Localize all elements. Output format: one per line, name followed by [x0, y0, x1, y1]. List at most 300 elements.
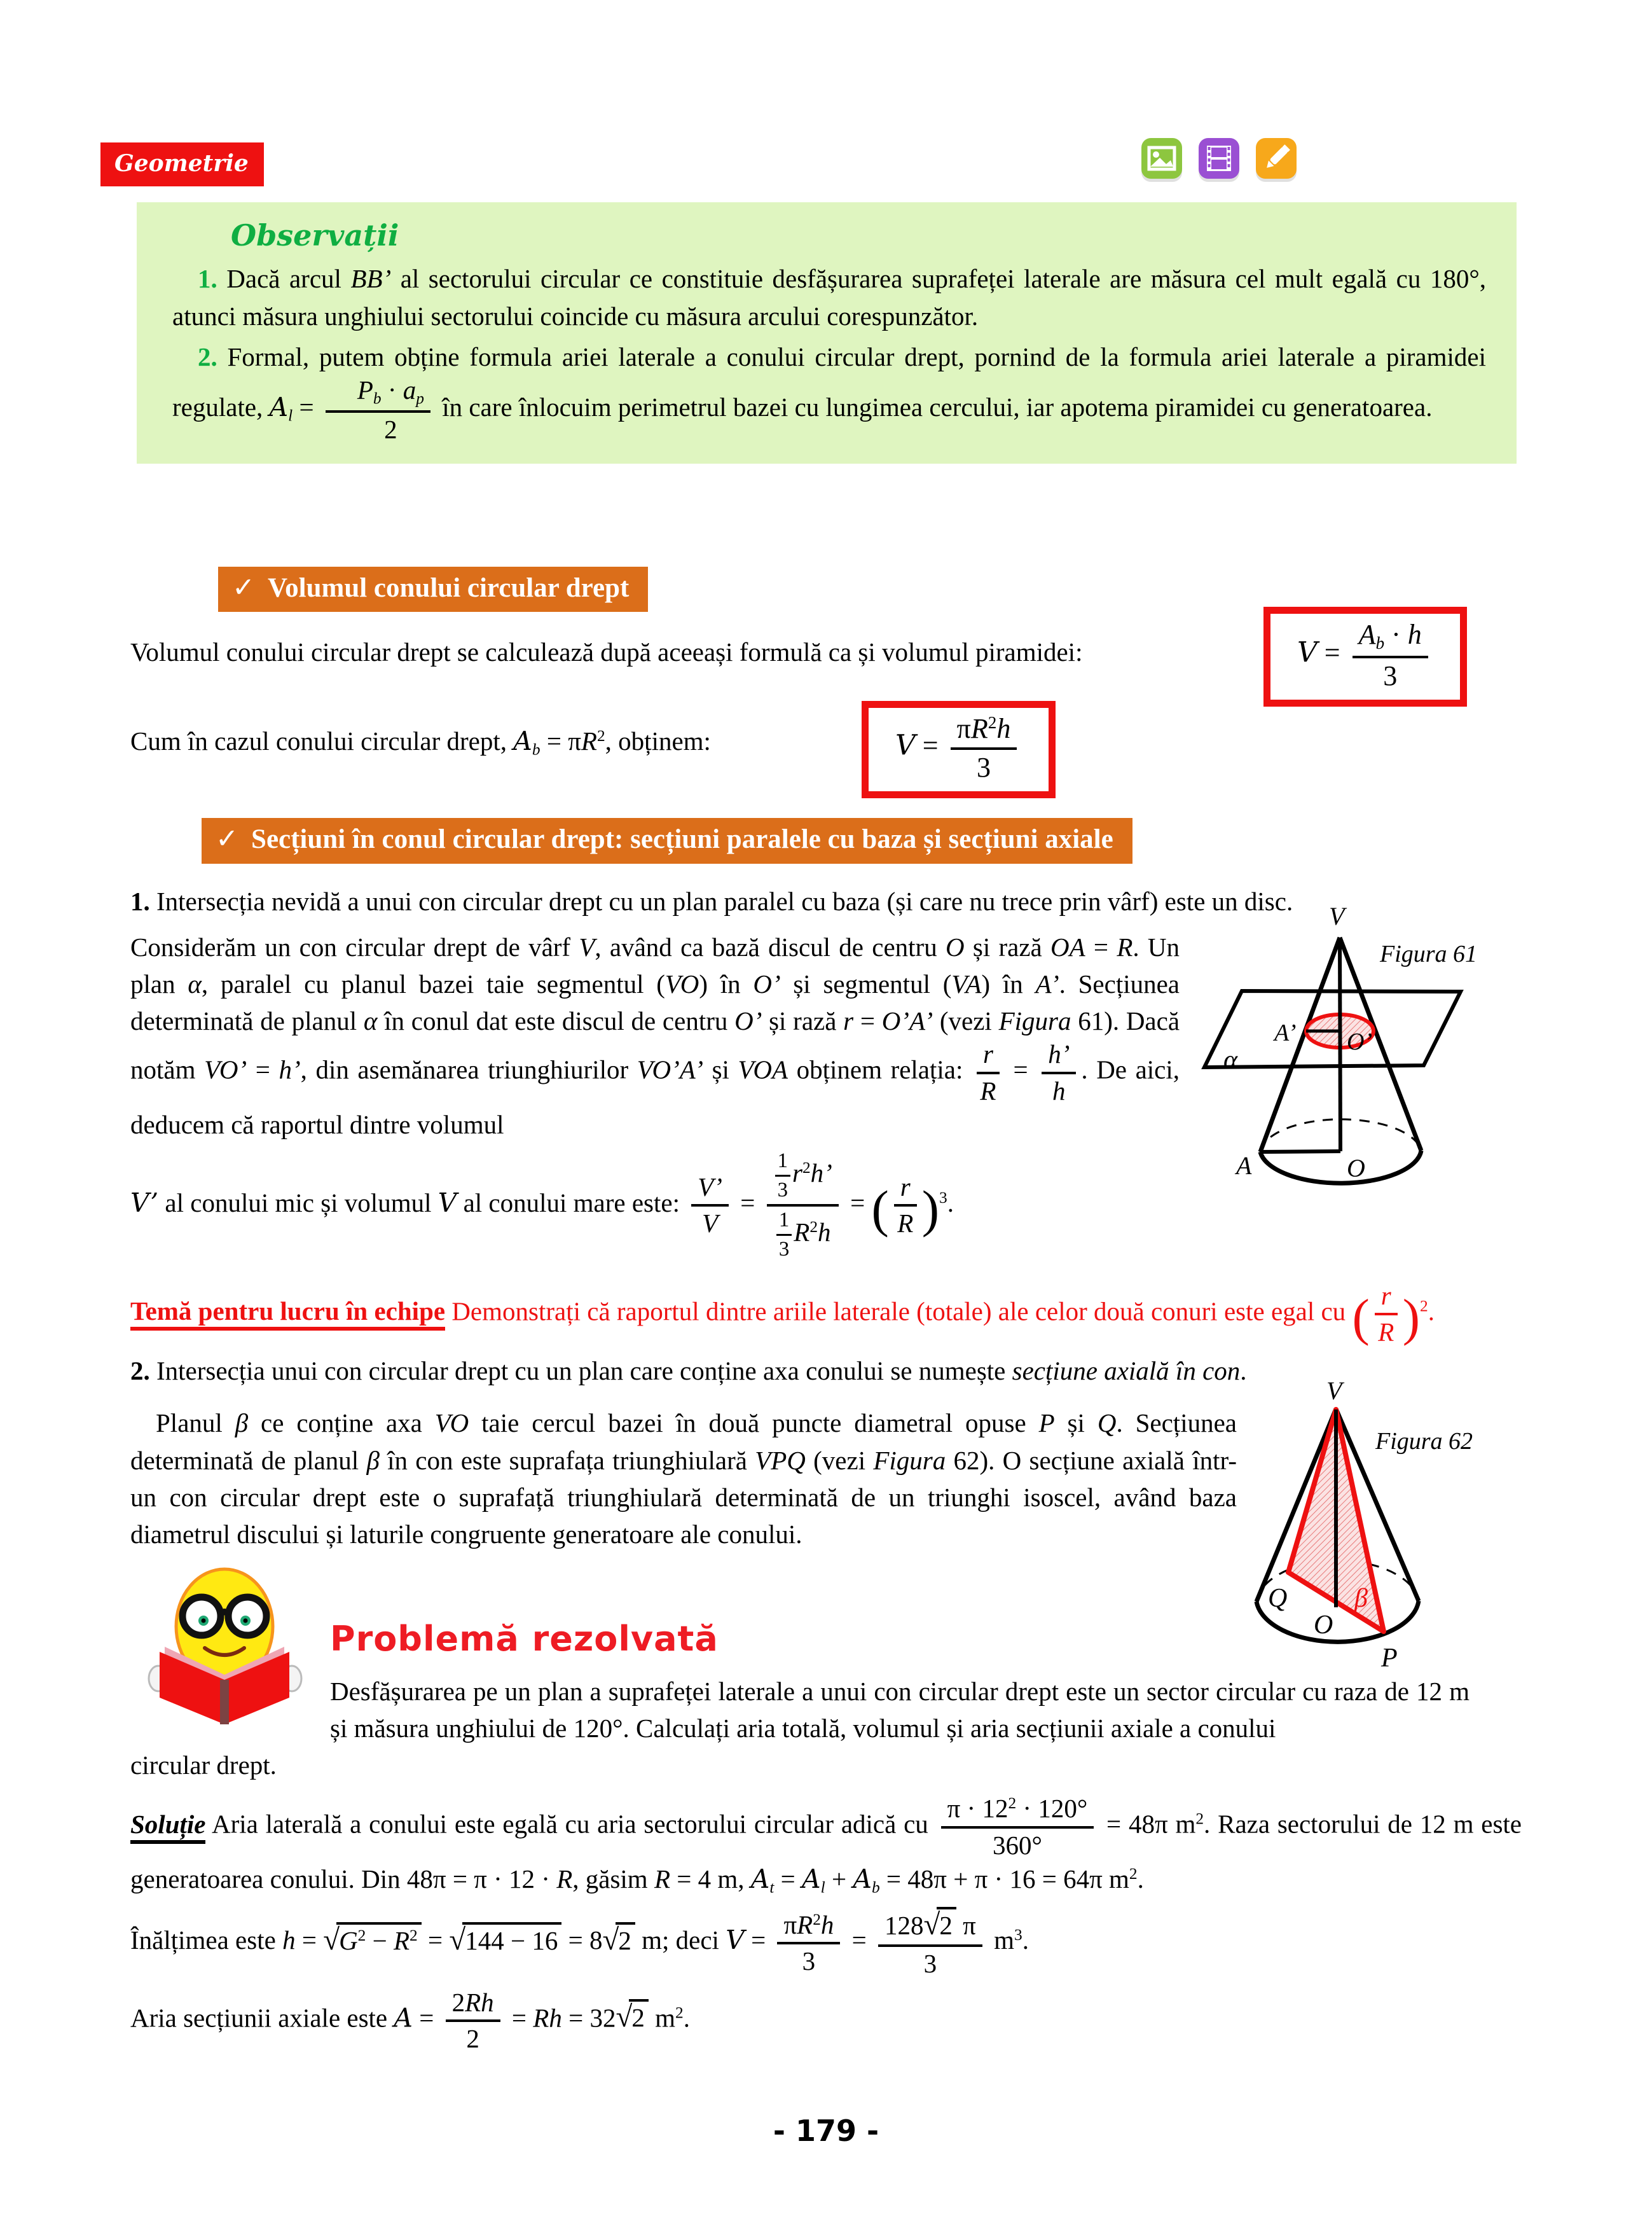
text-run: r — [982, 1039, 993, 1069]
text-run: R — [980, 1076, 996, 1105]
text-run: h — [282, 1925, 296, 1955]
fig62-label-Q: Q — [1268, 1584, 1288, 1613]
text-run: 3 — [1014, 1926, 1022, 1944]
text-run: h — [996, 713, 1011, 745]
text-run — [1353, 619, 1428, 658]
text-run: A — [394, 2002, 413, 2033]
text-run — [767, 1149, 839, 1262]
text-run: , obținem: — [605, 726, 711, 756]
text-run: Rh — [533, 2003, 562, 2033]
text-run: Demonstrați că raportul dintre ariile laterale (totale) ale celor două conuri este egal cu — [445, 1296, 1353, 1326]
text-run: al sectorului circular ce constituie desfășurarea suprafeței laterale are măsura cel mult egală cu 180°, atunci măsura unghiului sectorului coincide cu măsura arcului corespunzător. — [172, 264, 1486, 331]
text-run: circular drept. — [130, 1750, 277, 1780]
text-run: 3 — [939, 1188, 947, 1207]
text-run — [777, 1910, 840, 1976]
text-run: în care înlocuim perimetrul bazei cu lungimea cercului, iar apotema piramidei cu generatoarea. — [435, 392, 1433, 422]
text-run: = 48π + π · 16 = 64π m — [879, 1864, 1129, 1894]
media-toolbar — [1141, 137, 1297, 182]
text-run: R — [797, 1910, 813, 1940]
text-run — [767, 1149, 839, 1207]
text-run: R — [581, 726, 597, 756]
observations-box — [137, 202, 1517, 464]
text-run: VO’ — [204, 1055, 247, 1085]
text-run: OA — [1050, 932, 1085, 962]
text-run: VA — [951, 969, 982, 999]
text-run: h — [818, 1217, 831, 1247]
text-run: R — [1378, 1317, 1394, 1347]
text-run — [691, 1207, 729, 1238]
text-run: b — [373, 389, 382, 408]
text-run: taie cercul bazei în două puncte diametral opuse — [469, 1408, 1039, 1438]
text-run — [1375, 1281, 1398, 1315]
text-run: Volumul conului circular drept se calculează după aceeași formulă ca și volumul piramidei: — [130, 637, 1083, 667]
text-run: Soluție — [130, 1810, 205, 1844]
problem-title: Problemă rezolvată — [330, 1619, 719, 1659]
text-run: al conului mic și volumul — [158, 1188, 438, 1217]
text-run: 2 — [357, 1926, 366, 1944]
text-run: π — [956, 713, 971, 745]
text-run: Înălțimea este — [130, 1925, 283, 1955]
text-run: în con este suprafața triunghiulară — [379, 1445, 755, 1475]
text-run: , găsim — [572, 1864, 654, 1894]
section-header-sections — [202, 818, 1132, 863]
text-run: și segmentul ( — [780, 969, 952, 999]
text-run: = — [845, 1925, 874, 1955]
text-run: ) în — [699, 969, 754, 999]
text-run: 2 — [466, 2023, 479, 2053]
text-run: . Secțiunea determinată de planul — [130, 1408, 1237, 1475]
text-run: O’ — [753, 969, 781, 999]
fig61-label-A-prime: A’ — [1274, 1020, 1297, 1046]
image-icon[interactable] — [1141, 137, 1183, 182]
text-run: 2 — [809, 1218, 818, 1236]
text-run: b — [1375, 634, 1385, 653]
text-run — [941, 1794, 1094, 1860]
text-run: R — [394, 1925, 410, 1955]
fig62-label-P: P — [1381, 1644, 1398, 1673]
check-icon: ✓ — [232, 572, 256, 604]
text-run: Rh — [465, 1987, 494, 2017]
text-run — [446, 1988, 500, 2054]
text-run: V — [579, 932, 595, 962]
text-run: α — [363, 1006, 378, 1036]
observations-title: Observații — [231, 218, 399, 253]
text-run: ) în — [981, 969, 1036, 999]
text-run: l — [820, 1878, 825, 1897]
text-run: Aria secțiunii axiale este — [130, 2003, 394, 2033]
text-run: V — [437, 1187, 457, 1218]
text-run: 1 — [778, 1208, 790, 1232]
text-run: . — [1022, 1925, 1029, 1955]
text-run: = 4 m, — [670, 1864, 751, 1894]
text-run: R — [556, 1864, 573, 1894]
text-run: 1. — [130, 886, 150, 916]
text-run: = 48π m — [1099, 1810, 1196, 1839]
text-run: 2 — [988, 713, 997, 733]
pencil-icon[interactable] — [1255, 137, 1297, 182]
text-run: BB’ — [350, 264, 392, 294]
text-run — [446, 1988, 500, 2022]
text-run: Considerăm un con circular drept de vârf — [130, 932, 579, 962]
text-run: Figura — [873, 1445, 946, 1475]
text-run — [894, 1172, 917, 1238]
text-run: π — [783, 1910, 797, 1940]
page-number: - 179 - — [773, 2114, 879, 2148]
formula-box-volume-cone — [862, 701, 1056, 798]
text-run: = — [744, 1925, 773, 1955]
text-run: ce conține axa — [248, 1408, 435, 1438]
text-run: 2. — [130, 1356, 150, 1386]
text-run: b — [871, 1878, 880, 1897]
text-run — [878, 1908, 982, 1978]
text-run: 2 — [1129, 1864, 1138, 1883]
text-run: R — [897, 1208, 914, 1238]
text-run: h — [1052, 1076, 1066, 1105]
text-run: P — [357, 375, 373, 405]
text-run: VO — [434, 1408, 469, 1438]
text-run: , din asemănarea triunghiurilor — [300, 1055, 637, 1085]
text-run: h — [1407, 619, 1422, 651]
text-run: Cum în cazul conului circular drept, — [130, 726, 514, 756]
text-run: = — [295, 1925, 324, 1955]
text-run: Figura — [998, 1006, 1071, 1036]
text-run — [616, 1922, 635, 1955]
text-run: ) — [921, 1179, 940, 1238]
chapter-badge: Geometrie — [100, 142, 264, 186]
text-run: 3 — [1383, 660, 1398, 691]
text-run: = — [733, 1188, 762, 1217]
text-run: VO — [664, 969, 699, 999]
text-run: Dacă arcul — [217, 264, 351, 294]
text-run: . — [683, 2003, 690, 2033]
text-run: = — [853, 1006, 882, 1036]
text-run: . — [947, 1188, 954, 1217]
text-run: A — [750, 1863, 770, 1894]
text-run — [777, 1944, 840, 1976]
text-run: ( — [871, 1179, 889, 1238]
text-run: h’ — [810, 1158, 832, 1188]
text-run: = 32 — [561, 2003, 616, 2033]
text-run: 2 — [451, 1987, 465, 2017]
main-content — [130, 531, 1522, 2054]
text-run: = — [1085, 932, 1117, 962]
text-run — [1042, 1039, 1076, 1074]
text-run: A — [513, 726, 532, 757]
volume-text-1 — [130, 612, 1082, 670]
text-run: = — [1317, 637, 1347, 668]
volume-line-1 — [130, 612, 1522, 701]
text-run: , având ca bază discul de centru — [595, 932, 946, 962]
text-run: ) — [1402, 1288, 1421, 1347]
text-run: P — [1038, 1408, 1055, 1438]
text-run: √ — [616, 2000, 633, 2034]
fig62-label-V: V — [1326, 1376, 1342, 1405]
text-run: 3 — [923, 1948, 937, 1978]
text-run: 2 — [618, 1925, 631, 1955]
text-run: b — [532, 740, 540, 759]
film-icon[interactable] — [1198, 137, 1240, 182]
text-run — [1375, 1281, 1398, 1347]
section-header-volume — [218, 567, 648, 612]
text-run — [878, 1947, 982, 1979]
text-run: . — [1137, 1864, 1144, 1894]
text-run — [777, 1910, 840, 1944]
text-run — [775, 1177, 790, 1203]
text-run: β — [366, 1445, 380, 1475]
fig62-label-beta: β — [1354, 1584, 1368, 1613]
text-run — [924, 1908, 956, 1942]
text-run: (vezi — [805, 1445, 874, 1475]
text-run: V’ — [698, 1172, 722, 1202]
text-run: Intersecția nevidă a unui con circular drept cu un plan paralel cu baza (și care nu trece prin vârf) este un disc. — [149, 886, 1293, 916]
volume-text-2 — [130, 701, 711, 761]
text-run: 2 — [675, 2004, 684, 2022]
text-run: . Secțiunea determinată de planul — [130, 969, 1180, 1036]
text-run: 3 — [777, 1178, 788, 1201]
text-run: 62). O secțiune axială într-un con circular drept este o suprafață triunghiulară determinată de un triunghi isoscel, având baza diametrul discului și laturile congruente generatoare ale conului. — [130, 1445, 1237, 1549]
text-run: = π — [540, 726, 581, 756]
text-run: 360° — [992, 1830, 1042, 1860]
paragraph-figure61 — [130, 929, 1180, 1143]
text-run: R — [970, 713, 988, 745]
text-run: R — [1117, 932, 1133, 962]
text-run: m — [987, 1925, 1014, 1955]
text-run: 2 — [802, 1159, 811, 1177]
text-run: (vezi — [933, 1006, 999, 1036]
text-run: R — [794, 1217, 810, 1247]
text-run: · 120° — [1016, 1794, 1088, 1824]
text-run: √ — [323, 1923, 340, 1956]
text-run: 2 — [1195, 1810, 1204, 1829]
text-run — [776, 1208, 792, 1261]
text-run: r — [900, 1172, 911, 1202]
text-run — [977, 1039, 1000, 1105]
text-run: Temă pentru lucru în echipe — [130, 1296, 445, 1331]
text-run: 3 — [976, 751, 991, 783]
text-run: . — [1428, 1296, 1435, 1326]
text-run: m — [648, 2003, 675, 2033]
formula-box-volume-pyramid — [1263, 607, 1467, 707]
text-run — [629, 1999, 649, 2032]
text-run: VPQ — [755, 1445, 806, 1475]
reading-smiley-mascot — [139, 1565, 312, 1726]
solution-paragraph-1 — [130, 1794, 1522, 1899]
text-run: 144 − 16 — [465, 1925, 558, 1955]
text-run — [977, 1074, 1000, 1106]
fig62-label-O: O — [1314, 1610, 1333, 1640]
text-run: β — [235, 1408, 249, 1438]
text-run: π · 12 — [947, 1794, 1008, 1824]
text-run — [691, 1172, 729, 1207]
text-run — [775, 1149, 790, 1202]
text-run: = — [915, 730, 946, 761]
text-run: A — [269, 391, 289, 422]
problem-statement-cont — [130, 1747, 1522, 1783]
text-run: și — [703, 1055, 738, 1085]
text-run: = — [421, 1925, 450, 1955]
text-run: √ — [602, 1923, 619, 1956]
text-run — [941, 1794, 1094, 1828]
text-run: h — [820, 1910, 834, 1940]
text-run — [776, 1208, 792, 1236]
text-run: 2 — [813, 1911, 821, 1929]
text-run: 2 — [631, 2003, 645, 2033]
text-run — [326, 413, 430, 445]
text-run: + — [825, 1864, 853, 1894]
text-run: R — [654, 1864, 670, 1894]
team-task — [130, 1281, 1522, 1347]
text-run: t — [769, 1878, 774, 1897]
text-run: G — [339, 1925, 358, 1955]
text-run: Q — [1097, 1408, 1117, 1438]
text-run: = — [843, 1188, 872, 1217]
text-run: r — [792, 1158, 802, 1188]
figure-62-cone-axial-section — [1245, 1368, 1539, 1687]
text-run: VO’A’ — [637, 1055, 703, 1085]
text-run — [951, 713, 1017, 784]
fig61-caption: Figura 61 — [1380, 941, 1478, 967]
fig61-label-O-prime: O’ — [1347, 1028, 1373, 1055]
text-run — [691, 1172, 729, 1238]
text-run: = 8 — [561, 1925, 603, 1955]
text-run: 3 — [778, 1238, 790, 1261]
observation-item-1 — [172, 260, 1486, 334]
text-run: = — [774, 1864, 802, 1894]
text-run: m; deci — [635, 1925, 726, 1955]
text-run: A — [1358, 619, 1376, 651]
text-run: 61). Dacă notăm — [130, 1006, 1180, 1085]
text-run — [462, 1922, 561, 1955]
text-run: Formal, putem obține formula ariei laterale a conului circular drept, pornind de la formula ariei laterale a piramidei regulate, — [172, 342, 1486, 422]
fig61-label-alpha: α — [1223, 1046, 1238, 1075]
text-run: obținem relația: — [788, 1055, 972, 1085]
text-run: secțiune axială în con — [1012, 1356, 1241, 1386]
text-run: în conul dat este discul de centru — [377, 1006, 735, 1036]
text-run — [616, 1996, 648, 2039]
text-run: 2 — [1008, 1794, 1017, 1813]
text-run — [977, 1039, 1000, 1074]
solution-paragraph-3 — [130, 1988, 1522, 2054]
text-run — [1353, 619, 1428, 692]
text-run — [446, 2022, 500, 2054]
text-run: Aria laterală a conului este egală cu aria sectorului circular adică cu — [205, 1810, 936, 1839]
fig62-caption: Figura 62 — [1375, 1428, 1473, 1455]
text-run — [941, 1829, 1094, 1860]
text-run: 2 — [384, 414, 397, 444]
text-run: A’ — [1035, 969, 1059, 999]
text-run: = — [413, 2003, 441, 2033]
text-run — [449, 1919, 561, 1962]
text-run: 2 — [939, 1911, 953, 1941]
text-run: r — [1380, 1280, 1391, 1310]
text-run — [326, 375, 430, 413]
fig61-label-O: O — [1347, 1154, 1365, 1182]
text-run: 3 — [802, 1946, 816, 1976]
volume-ratio-equation — [130, 1149, 1211, 1262]
text-run: și rază — [964, 932, 1050, 962]
text-run: și rază — [762, 1006, 844, 1036]
text-run: al conului mare este: — [457, 1188, 687, 1217]
text-run — [951, 750, 1017, 784]
text-run: V — [726, 1925, 745, 1956]
text-run: O’ — [734, 1006, 762, 1036]
text-run — [937, 1907, 956, 1940]
text-run: = — [1004, 1055, 1037, 1085]
text-run — [767, 1207, 839, 1261]
text-run: 1 — [777, 1149, 788, 1172]
text-run — [1042, 1074, 1076, 1106]
text-run — [1375, 1315, 1398, 1347]
fig61-label-A: A — [1236, 1151, 1252, 1180]
text-run: · — [1384, 619, 1408, 651]
text-run: A — [853, 1863, 872, 1894]
text-run: 2 — [410, 1926, 418, 1944]
text-run: Intersecția unui con circular drept cu un plan care conține axa conului se numește — [149, 1356, 1012, 1386]
text-run: √ — [923, 1908, 940, 1942]
text-run: V’ — [130, 1187, 159, 1218]
text-run: O — [945, 932, 965, 962]
text-run — [951, 713, 1017, 750]
text-run: l — [288, 406, 293, 425]
text-run: VOA — [738, 1055, 788, 1085]
section-title: Volumul conului circular drept — [268, 573, 630, 603]
text-run: h’ — [1048, 1039, 1070, 1069]
text-run: ( — [1352, 1288, 1370, 1347]
text-run: , paralel cu planul bazei taie segmentul ( — [201, 969, 665, 999]
text-run: = — [505, 2003, 533, 2033]
text-run: p — [416, 389, 424, 408]
text-run: a — [403, 375, 416, 405]
text-run: . Raza sectorului de 12 m este generatoarea conului. Din 48π = π · 12 · — [130, 1810, 1522, 1894]
text-run — [894, 1207, 917, 1238]
text-run: π — [956, 1911, 976, 1941]
text-run — [894, 1172, 917, 1207]
text-run: Desfășurarea pe un plan a suprafeței laterale a unui con circular drept este un sector circular cu raza de 12 m și măsura unghiului de 120°. Calculați aria totală, volumul și aria secțiunii axiale a conului — [330, 1676, 1470, 1743]
text-run — [878, 1908, 982, 1946]
text-run: α — [188, 969, 202, 999]
text-run: = — [247, 1055, 279, 1085]
text-run: Planul — [156, 1408, 235, 1438]
solution-paragraph-2 — [130, 1908, 1522, 1978]
text-run: √ — [449, 1923, 466, 1956]
text-run — [336, 1922, 422, 1955]
fig61-label-V: V — [1329, 902, 1345, 931]
text-run — [776, 1236, 792, 1262]
section-title: Secțiuni în conul circular drept: secțiuni paralele cu baza și secțiuni axiale — [251, 824, 1113, 855]
volume-line-2 — [130, 701, 1522, 790]
text-run: V — [895, 729, 916, 762]
text-run: și — [1054, 1408, 1098, 1438]
text-run: 1. — [198, 264, 217, 294]
text-run: . — [1240, 1356, 1247, 1386]
figure-61-cone-parallel-section — [1190, 888, 1526, 1201]
text-run: r — [843, 1006, 854, 1036]
text-run — [323, 1919, 422, 1962]
text-run: 128 — [885, 1911, 924, 1941]
observation-item-2 — [172, 338, 1486, 445]
text-run: 2 — [1420, 1297, 1428, 1315]
text-run: 2. — [198, 342, 217, 371]
text-run — [1353, 658, 1428, 693]
paragraph-figure62 — [130, 1404, 1237, 1553]
text-run: V — [1297, 636, 1318, 669]
text-run — [603, 1919, 635, 1962]
text-run: · — [381, 375, 403, 405]
text-run — [1042, 1039, 1076, 1105]
text-run: . Un plan — [130, 932, 1180, 999]
check-icon: ✓ — [216, 823, 239, 855]
text-run: O’A’ — [881, 1006, 933, 1036]
